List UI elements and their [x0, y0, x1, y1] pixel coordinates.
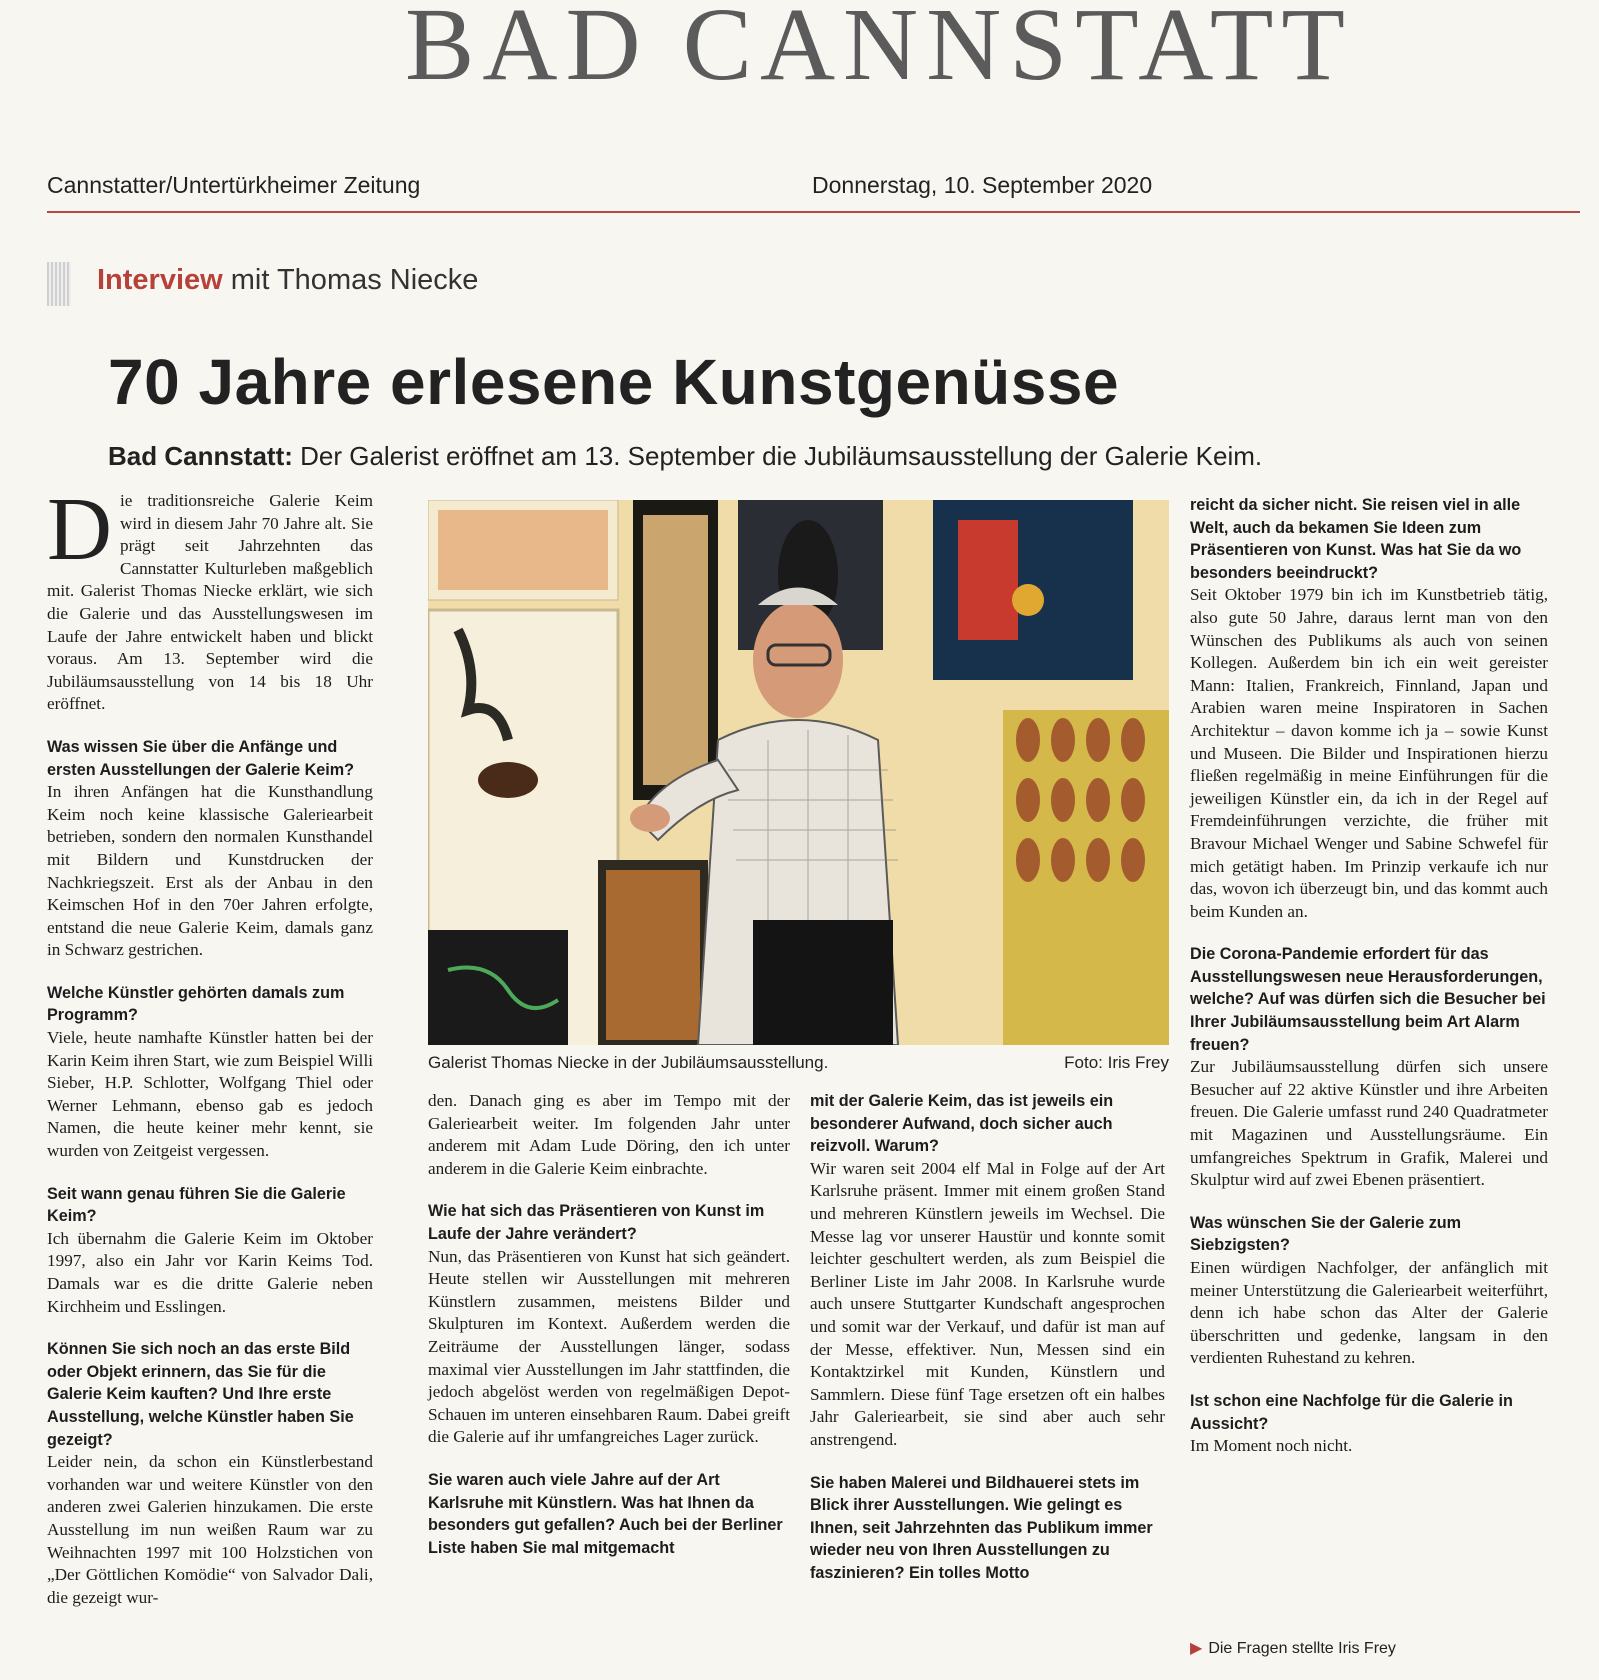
answer: Nun, das Präsentieren von Kunst hat sich geändert. Heute stellen wir Ausstellungen mit mehreren Künstlern zusammen, meistens Bilder und Skulpturen im Kontext. Außerdem werden die Zeiträume der Ausstellungen länger, sodass maximal vier Ausstellungen im Jahr stattfinden, die jedoch abgelöst werden von regelmäßigen Depot-Schauen im unteren einsehbaren Raum. Dabei greift die Galerie auf ihr umfangreiches Lager zurück. — [428, 1246, 790, 1447]
kicker — [97, 264, 478, 297]
kicker-bar — [47, 262, 71, 306]
article-column-1 — [47, 480, 373, 1629]
question: Können Sie sich noch an das erste Bild oder Objekt erinnern, das Sie für die Galerie Keim kauften? Und Ihre erste Ausstellung, welche Künstler haben Sie gezeigt? — [47, 1340, 354, 1449]
publication-date: Donnerstag, 10. September 2020 — [812, 172, 1153, 198]
question-continued: mit der Galerie Keim, das ist jeweils ein besonderer Aufwand, doch sicher auch reizvoll. Warum? — [810, 1092, 1114, 1156]
answer: Einen würdigen Nachfolger, der anfänglich mit meiner Unterstützung die Galeriearbeit weiterführt, denn ich habe schon das Alter der Galerie überschritten und gedenke, langsam in den verdienten Ruhestand zu kehren. — [1190, 1258, 1548, 1368]
answer: Viele, heute namhafte Künstler hatten bei der Karin Keim ihren Start, wie zum Beispiel Willi Sieber, H.P. Schlotter, Wolfgang Thiel oder Werner Lehmann, ebenso gab es jedoch Namen, die heute keiner mehr kennt, sie wurden von Zeitgeist vergessen. — [47, 1028, 373, 1161]
headline: 70 Jahre erlesene Kunstgenüsse — [108, 346, 1120, 418]
masthead: BAD CANNSTATT — [405, 0, 1353, 90]
question: Was wünschen Sie der Galerie zum Siebzigsten? — [1190, 1213, 1462, 1255]
byline: ▶ Die Fragen stellte Iris Frey — [1190, 1640, 1396, 1657]
answer: Wir waren seit 2004 elf Mal in Folge auf der Art Karlsruhe präsent. Immer mit einem großen Stand und mehreren Künstlern jeweils im Wechsel. Die Messe lag vor unserer Haustür und konnte somit leichter geschultert werden, als zum Beispiel die Berliner Liste im Jahr 2008. In Karlsruhe wurde auch unsere Stuttgarter Kundschaft angesprochen und somit war der Verkauf, und dafür ist man auf der Messe, effektiver. Nun, Messen sind ein Kontaktzirkel mit Kunden, Künstlern und Sammlern. Diese fünf Tage ersetzen oft ein halbes Jahr Galeriearbeit, sie sind aber auch sehr anstrengend. — [810, 1158, 1165, 1449]
subhead-text: Der Galerist eröffnet am 13. September die Jubiläumsausstellung der Galerie Keim. — [292, 441, 1263, 471]
triangle-icon: ▶ — [1190, 1640, 1203, 1657]
question: Welche Künstler gehörten damals zum Programm? — [47, 983, 345, 1025]
question: Sie waren auch viele Jahre auf der Art Karlsruhe mit Künstlern. Was hat Ihnen da besonders gut gefallen? Auch bei der Berliner Liste haben Sie mal mitgemacht — [428, 1470, 783, 1557]
photo-illustration — [428, 500, 1169, 1045]
publication-name: Cannstatter/Untertürkheimer Zeitung — [47, 172, 421, 198]
kicker-label: Interview — [97, 264, 223, 296]
dropcap: D — [47, 480, 112, 579]
question: Sie haben Malerei und Bildhauerei stets im Blick ihrer Ausstellungen. Wie gelingt es Ihnen, seit Jahrzehnten das Publikum immer wieder neu von Ihren Ausstellungen zu faszinieren? Ein tolles Motto — [810, 1473, 1153, 1582]
question: Seit wann genau führen Sie die Galerie Keim? — [47, 1184, 346, 1226]
answer: Im Moment noch nicht. — [1190, 1436, 1353, 1456]
question: Was wissen Sie über die Anfänge und ersten Ausstellungen der Galerie Keim? — [47, 737, 355, 779]
article-column-4 — [1190, 494, 1548, 1478]
caption-text: Galerist Thomas Niecke in der Jubiläumsausstellung. — [428, 1053, 829, 1072]
article-column-3 — [810, 1090, 1165, 1584]
question: Ist schon eine Nachfolge für die Galerie in Aussicht? — [1190, 1391, 1513, 1433]
photo-caption — [428, 1053, 1169, 1073]
answer: Ich übernahm die Galerie Keim im Oktober 1997, also ein Jahr vor Karin Keims Tod. Damals war es die dritte Galerie neben Kirchheim und Esslingen. — [47, 1228, 373, 1316]
subhead — [108, 441, 1262, 472]
question-continued: reicht da sicher nicht. Sie reisen viel in alle Welt, auch da bekamen Sie Ideen zum Präsentieren von Kunst. Was hat Sie da wo besonders beeindruckt? — [1190, 496, 1522, 582]
answer: Seit Oktober 1979 bin ich im Kunstbetrieb tätig, also gute 50 Jahre, daraus lernt man von den Wünschen des Publikums als auch von seinen Kollegen. Außerdem bin ich ein weit gereister Mann: Italien, Frankreich, Finnland, Japan und Arabien waren meine Inspiratoren in Sachen Architektur – davon komme ich ja – sowie Kunst und Museen. Die Bilder und Inspirationen hierzu fließen regelmäßig in meine Einführungen für die jeweiligen Künstler ein, da ich in der Regel auf Fremdeinführungen verzichte, die früher mit Bravour Michael Wenger und Sabine Schwefel für mich getätigt haben. Im Prinzip verkaufe ich nur das, wovon ich überzeugt bin, und das kommt auch beim Kunden an. — [1190, 585, 1548, 921]
gallery-photo — [428, 500, 1169, 1045]
article-column-2 — [428, 1090, 790, 1559]
kicker-rest: mit Thomas Niecke — [222, 264, 479, 296]
answer: In ihren Anfängen hat die Kunsthandlung Keim noch keine klassische Galeriearbeit betrieben, sondern den normalen Kunsthandel mit Bildern und Kunstdrucken der Nachkriegszeit. Erst als der Anbau in den Keimschen Hof in den 70er Jahren erfolgte, entstand die neue Galerie Keim, damals ganz in Schwarz gestrichen. — [47, 782, 373, 960]
question: Wie hat sich das Präsentieren von Kunst im Laufe der Jahre verändert? — [428, 1202, 765, 1243]
header-rule — [47, 211, 1580, 213]
subhead-place: Bad Cannstatt: — [108, 441, 293, 471]
intro-paragraph: Die traditionsreiche Galerie Keim wird in diesem Jahr 70 Jahre alt. Sie prägt seit Jahrzehnten das Cannstatter Kulturleben maßgeblich mit. Galerist Thomas Niecke erklärt, wie sich die Galerie und das Ausstellungswesen im Laufe der Jahre entwickelt haben und blickt voraus. Am 13. September wird die Jubiläumsausstellung von 14 bis 18 Uhr eröffnet. — [47, 480, 373, 714]
answer: Leider nein, da schon ein Künstlerbestand vorhanden war und weitere Künstler von den anderen zwei Galerien hinzukamen. Die erste Ausstellung im nun weißen Raum war zu Weihnachten 1997 mit 100 Holzstichen von „Der Göttlichen Komödie“ von Salvador Dali, die gezeigt wur- — [47, 1452, 373, 1607]
answer-continued: den. Danach ging es aber im Tempo mit der Galeriearbeit weiter. Im folgenden Jahr unter anderem mit Adam Lude Döring, den ich unter anderem in die Galerie Keim einbrachte. — [428, 1091, 790, 1178]
question: Die Corona-Pandemie erfordert für das Ausstellungswesen neue Herausforderungen, welche? Auf was dürfen sich die Besucher bei Ihrer Jubiläumsausstellung beim Art Alarm freuen? — [1190, 945, 1546, 1054]
answer: Zur Jubiläumsausstellung dürfen sich unsere Besucher auf 22 aktive Künstler und ihre Arbeiten freuen. Die Galerie umfasst rund 240 Quadratmeter mit Magazinen und Ausstellungsräume. Ein umfangreiches Spektrum in Grafik, Malerei und Skulptur wird auf zwei Ebenen präsentiert. — [1190, 1057, 1548, 1190]
photo-credit: Foto: Iris Frey — [1064, 1053, 1169, 1072]
